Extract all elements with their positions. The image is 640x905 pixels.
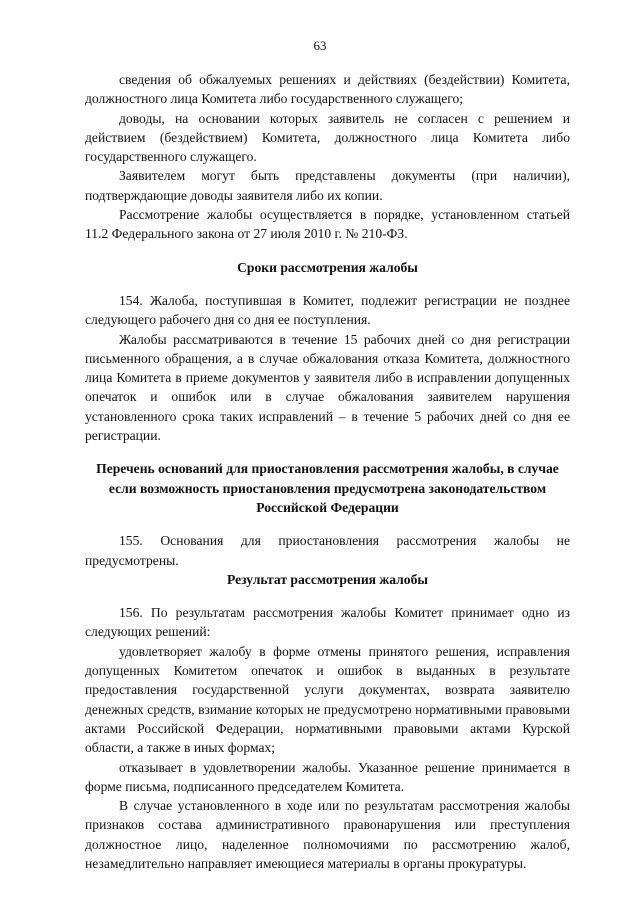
paragraph: доводы, на основании которых заявитель не согласен с решением и действием (бездействием) Комитета, должностного лица Комитета либо государственного служащего.: [85, 110, 570, 165]
paragraph: 155. Основания для приостановления рассмотрения жалобы не предусмотрены.: [85, 533, 570, 568]
page-number: 63: [313, 38, 327, 53]
paragraph: сведения об обжалуемых решениях и действиях (бездействии) Комитета, должностного лица Комитета либо государственного служащего;: [85, 72, 570, 107]
paragraph: Жалобы рассматриваются в течение 15 рабочих дней со дня регистрации письменного обращения, а в случае обжалования отказа Комитета, должностного лица Комитета в приеме документов у заявителя либо в исправлении допущенных опечаток и ошибок или в случае обжалования заявителем нарушения установленного срока таких исправлений – в течение 5 рабочих дней со дня ее регистрации.: [85, 331, 570, 444]
paragraph: В случае установленного в ходе или по результатам рассмотрения жалобы признаков состава административного правонарушения или преступления должностное лицо, наделенное полномочиями по рассмотрению жалоб, незамедлительно направляет имеющиеся материалы в органы прокуратуры.: [85, 798, 570, 871]
paragraph: отказывает в удовлетворении жалобы. Указанное решение принимается в форме письма, подписанного председателем Комитета.: [85, 759, 570, 794]
paragraph: 156. По результатам рассмотрения жалобы Комитет принимает одно из следующих решений:: [85, 605, 570, 640]
section-heading: Перечень оснований для приостановления рассмотрения жалобы, в случае если возможность приостановления предусмотрена законодательством Российской Федерации: [96, 461, 559, 515]
document-body: [85, 70, 570, 873]
paragraph: удовлетворяет жалобу в форме отмены принятого решения, исправления допущенных Комитетом опечаток и ошибок в выданных в результате предоставления государственной услуги документах, возврата заявителю денежных средств, взимание которых не предусмотрено нормативными правовыми актами Российской Федерации, нормативными правовыми актами Курской области, а также в иных формах;: [85, 643, 570, 756]
paragraph: Заявителем могут быть представлены документы (при наличии), подтверждающие доводы заявителя либо их копии.: [85, 168, 570, 203]
section-heading: Результат рассмотрения жалобы: [226, 571, 429, 587]
paragraph: 154. Жалоба, поступившая в Комитет, подлежит регистрации не позднее следующего рабочего дня со дня ее поступления.: [85, 292, 570, 328]
section-heading: Сроки рассмотрения жалобы: [237, 259, 418, 275]
paragraph: Рассмотрение жалобы осуществляется в порядке, установленном статьей 11.2 Федерального закона от 27 июля 2010 г. № 210-ФЗ.: [85, 207, 570, 242]
